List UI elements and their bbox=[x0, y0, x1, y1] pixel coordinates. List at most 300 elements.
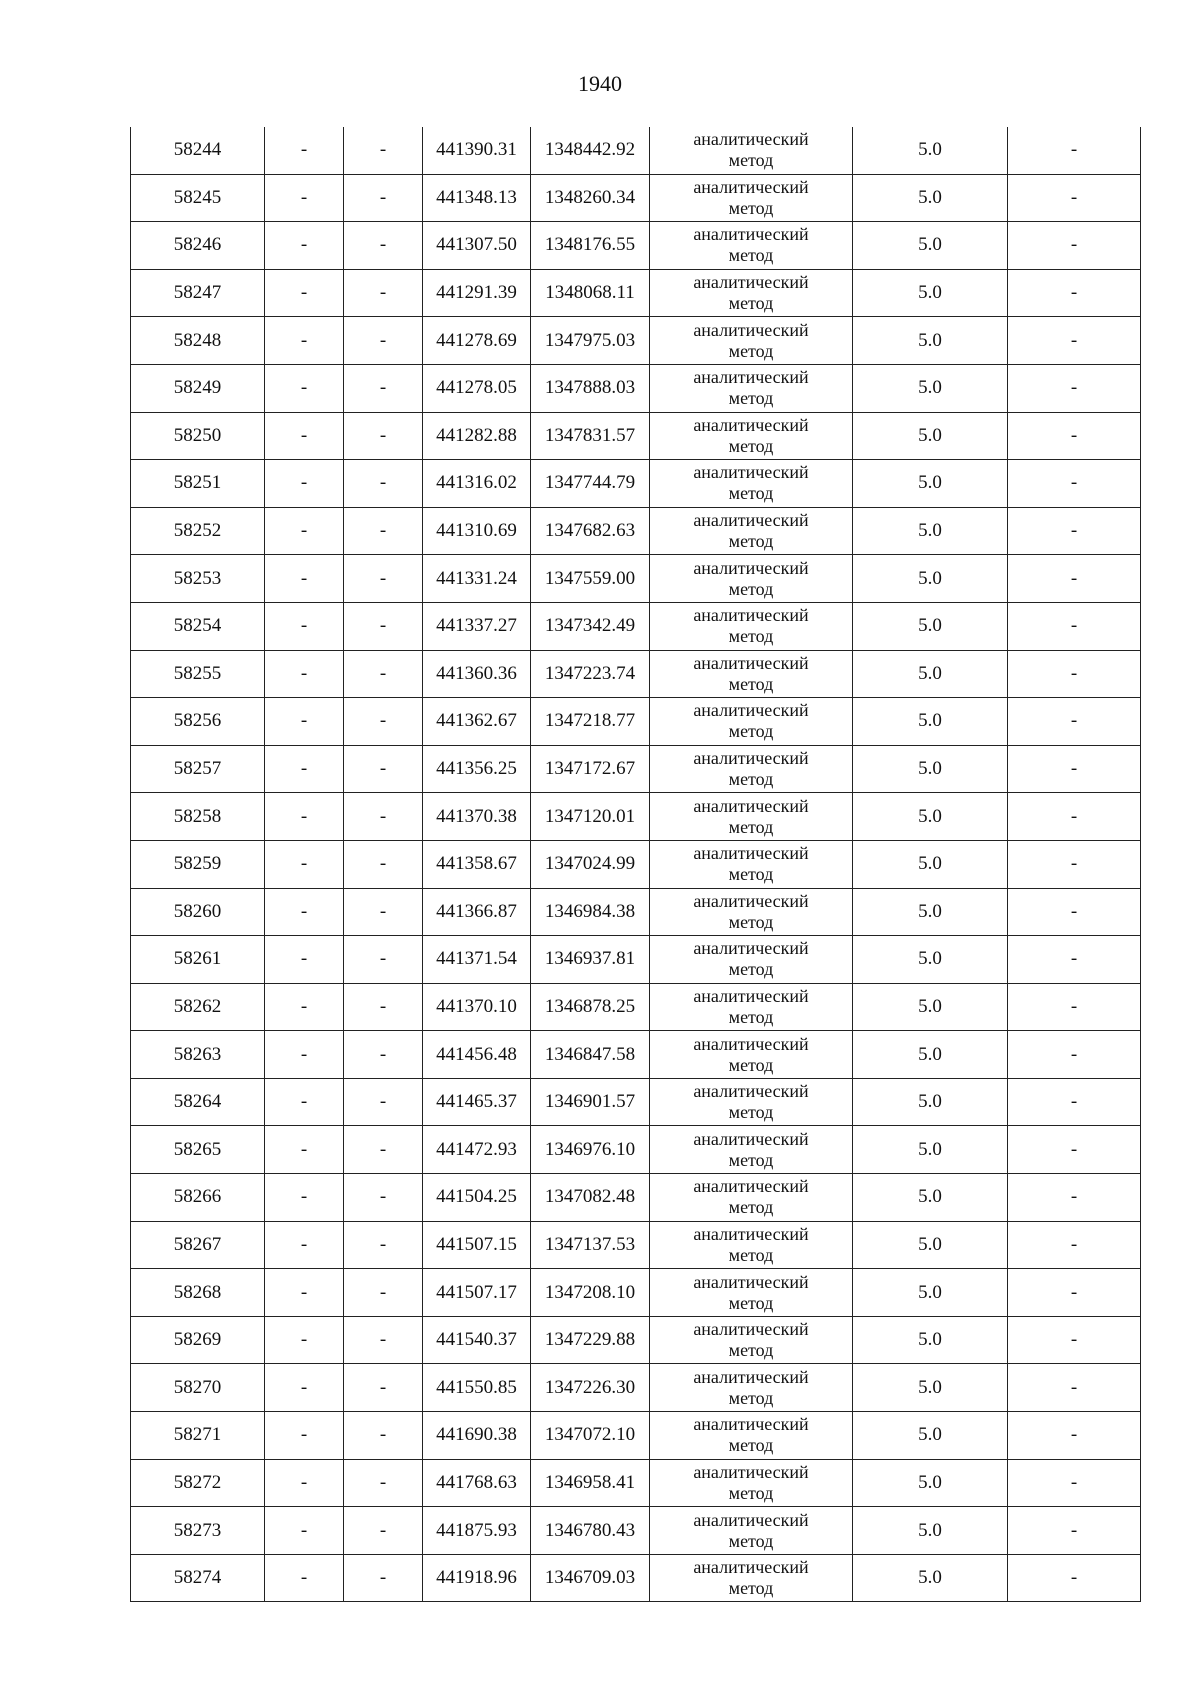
dash-cell: - bbox=[265, 793, 344, 841]
method-line-1: аналитический bbox=[693, 938, 809, 959]
dash-cell: - bbox=[344, 317, 423, 365]
method-cell bbox=[650, 1554, 853, 1602]
accuracy-cell: 5.0 bbox=[853, 1269, 1008, 1317]
coord-y-cell: 1347172.67 bbox=[531, 745, 650, 793]
note-cell: - bbox=[1008, 650, 1141, 698]
coord-y-cell: 1347888.03 bbox=[531, 364, 650, 412]
table-row bbox=[131, 1364, 1141, 1412]
table-row bbox=[131, 127, 1141, 174]
coord-x-cell: 441768.63 bbox=[423, 1459, 531, 1507]
dash-cell: - bbox=[344, 555, 423, 603]
dash-cell: - bbox=[265, 364, 344, 412]
method-line-1: аналитический bbox=[693, 700, 809, 721]
point-number-cell: 58274 bbox=[131, 1554, 265, 1602]
coord-x-cell: 441540.37 bbox=[423, 1316, 531, 1364]
dash-cell: - bbox=[344, 840, 423, 888]
method-line-2: метод bbox=[728, 388, 774, 409]
table-row bbox=[131, 888, 1141, 936]
dash-cell: - bbox=[265, 983, 344, 1031]
coord-y-cell: 1347975.03 bbox=[531, 317, 650, 365]
dash-cell: - bbox=[265, 317, 344, 365]
point-number-cell: 58273 bbox=[131, 1507, 265, 1555]
table-row bbox=[131, 1031, 1141, 1079]
method-line-1: аналитический bbox=[693, 1081, 809, 1102]
point-number-cell: 58253 bbox=[131, 555, 265, 603]
accuracy-cell: 5.0 bbox=[853, 174, 1008, 222]
method-line-1: аналитический bbox=[693, 1319, 809, 1340]
coord-x-cell: 441918.96 bbox=[423, 1554, 531, 1602]
note-cell: - bbox=[1008, 602, 1141, 650]
method-line-2: метод bbox=[728, 1530, 774, 1551]
dash-cell: - bbox=[344, 1364, 423, 1412]
note-cell: - bbox=[1008, 983, 1141, 1031]
method-line-2: метод bbox=[728, 1054, 774, 1075]
coord-y-cell: 1347137.53 bbox=[531, 1221, 650, 1269]
coord-x-cell: 441337.27 bbox=[423, 602, 531, 650]
method-cell bbox=[650, 936, 853, 984]
coord-y-cell: 1348176.55 bbox=[531, 222, 650, 270]
method-line-2: метод bbox=[728, 1197, 774, 1218]
note-cell: - bbox=[1008, 1031, 1141, 1079]
coord-x-cell: 441331.24 bbox=[423, 555, 531, 603]
point-number-cell: 58267 bbox=[131, 1221, 265, 1269]
table-row bbox=[131, 1221, 1141, 1269]
method-cell bbox=[650, 1412, 853, 1460]
dash-cell: - bbox=[344, 983, 423, 1031]
coord-x-cell: 441366.87 bbox=[423, 888, 531, 936]
accuracy-cell: 5.0 bbox=[853, 1507, 1008, 1555]
dash-cell: - bbox=[265, 1412, 344, 1460]
dash-cell: - bbox=[344, 698, 423, 746]
table-row bbox=[131, 840, 1141, 888]
method-line-2: метод bbox=[728, 864, 774, 885]
dash-cell: - bbox=[265, 602, 344, 650]
accuracy-cell: 5.0 bbox=[853, 127, 1008, 174]
method-line-2: метод bbox=[728, 769, 774, 790]
coord-x-cell: 441316.02 bbox=[423, 460, 531, 508]
coord-x-cell: 441310.69 bbox=[423, 507, 531, 555]
coord-x-cell: 441282.88 bbox=[423, 412, 531, 460]
table-row bbox=[131, 1126, 1141, 1174]
dash-cell: - bbox=[344, 1078, 423, 1126]
point-number-cell: 58247 bbox=[131, 269, 265, 317]
method-cell bbox=[650, 1126, 853, 1174]
table-row bbox=[131, 936, 1141, 984]
method-cell bbox=[650, 840, 853, 888]
point-number-cell: 58245 bbox=[131, 174, 265, 222]
coord-y-cell: 1346709.03 bbox=[531, 1554, 650, 1602]
accuracy-cell: 5.0 bbox=[853, 983, 1008, 1031]
point-number-cell: 58250 bbox=[131, 412, 265, 460]
coord-y-cell: 1348068.11 bbox=[531, 269, 650, 317]
method-line-1: аналитический bbox=[693, 557, 809, 578]
note-cell: - bbox=[1008, 1554, 1141, 1602]
coord-y-cell: 1347218.77 bbox=[531, 698, 650, 746]
method-cell bbox=[650, 1221, 853, 1269]
coord-y-cell: 1346958.41 bbox=[531, 1459, 650, 1507]
dash-cell: - bbox=[344, 888, 423, 936]
table-row bbox=[131, 1412, 1141, 1460]
method-line-2: метод bbox=[728, 150, 774, 171]
note-cell: - bbox=[1008, 412, 1141, 460]
coord-y-cell: 1347229.88 bbox=[531, 1316, 650, 1364]
accuracy-cell: 5.0 bbox=[853, 1221, 1008, 1269]
table-row bbox=[131, 1078, 1141, 1126]
point-number-cell: 58271 bbox=[131, 1412, 265, 1460]
coord-y-cell: 1347082.48 bbox=[531, 1174, 650, 1222]
note-cell: - bbox=[1008, 1459, 1141, 1507]
accuracy-cell: 5.0 bbox=[853, 936, 1008, 984]
point-number-cell: 58264 bbox=[131, 1078, 265, 1126]
dash-cell: - bbox=[344, 1412, 423, 1460]
method-line-2: метод bbox=[728, 1244, 774, 1265]
method-line-1: аналитический bbox=[693, 985, 809, 1006]
dash-cell: - bbox=[265, 460, 344, 508]
method-line-1: аналитический bbox=[693, 652, 809, 673]
coord-x-cell: 441690.38 bbox=[423, 1412, 531, 1460]
dash-cell: - bbox=[265, 650, 344, 698]
accuracy-cell: 5.0 bbox=[853, 1316, 1008, 1364]
coord-y-cell: 1347223.74 bbox=[531, 650, 650, 698]
method-line-1: аналитический bbox=[693, 224, 809, 245]
dash-cell: - bbox=[344, 174, 423, 222]
method-cell bbox=[650, 1364, 853, 1412]
coord-y-cell: 1346984.38 bbox=[531, 888, 650, 936]
point-number-cell: 58261 bbox=[131, 936, 265, 984]
dash-cell: - bbox=[265, 1174, 344, 1222]
note-cell: - bbox=[1008, 222, 1141, 270]
accuracy-cell: 5.0 bbox=[853, 602, 1008, 650]
dash-cell: - bbox=[265, 412, 344, 460]
method-line-2: метод bbox=[728, 959, 774, 980]
point-number-cell: 58266 bbox=[131, 1174, 265, 1222]
coord-x-cell: 441362.67 bbox=[423, 698, 531, 746]
table-row bbox=[131, 507, 1141, 555]
method-cell bbox=[650, 888, 853, 936]
dash-cell: - bbox=[265, 555, 344, 603]
point-number-cell: 58248 bbox=[131, 317, 265, 365]
table-row bbox=[131, 793, 1141, 841]
method-cell bbox=[650, 745, 853, 793]
note-cell: - bbox=[1008, 507, 1141, 555]
coord-y-cell: 1347024.99 bbox=[531, 840, 650, 888]
note-cell: - bbox=[1008, 1316, 1141, 1364]
method-line-1: аналитический bbox=[693, 1557, 809, 1578]
method-cell bbox=[650, 317, 853, 365]
method-cell bbox=[650, 1316, 853, 1364]
dash-cell: - bbox=[265, 698, 344, 746]
method-line-2: метод bbox=[728, 1006, 774, 1027]
dash-cell: - bbox=[344, 745, 423, 793]
dash-cell: - bbox=[265, 507, 344, 555]
point-number-cell: 58272 bbox=[131, 1459, 265, 1507]
coord-x-cell: 441291.39 bbox=[423, 269, 531, 317]
coord-x-cell: 441370.10 bbox=[423, 983, 531, 1031]
note-cell: - bbox=[1008, 1507, 1141, 1555]
coord-x-cell: 441360.36 bbox=[423, 650, 531, 698]
coord-y-cell: 1347342.49 bbox=[531, 602, 650, 650]
dash-cell: - bbox=[344, 269, 423, 317]
accuracy-cell: 5.0 bbox=[853, 1126, 1008, 1174]
method-line-2: метод bbox=[728, 1340, 774, 1361]
dash-cell: - bbox=[265, 1031, 344, 1079]
coord-x-cell: 441456.48 bbox=[423, 1031, 531, 1079]
dash-cell: - bbox=[344, 1507, 423, 1555]
coord-x-cell: 441507.15 bbox=[423, 1221, 531, 1269]
table-row bbox=[131, 222, 1141, 270]
accuracy-cell: 5.0 bbox=[853, 793, 1008, 841]
method-cell bbox=[650, 793, 853, 841]
point-number-cell: 58256 bbox=[131, 698, 265, 746]
coord-y-cell: 1348260.34 bbox=[531, 174, 650, 222]
method-cell bbox=[650, 555, 853, 603]
method-line-1: аналитический bbox=[693, 1366, 809, 1387]
coord-y-cell: 1347208.10 bbox=[531, 1269, 650, 1317]
method-line-1: аналитический bbox=[693, 605, 809, 626]
accuracy-cell: 5.0 bbox=[853, 222, 1008, 270]
coord-x-cell: 441507.17 bbox=[423, 1269, 531, 1317]
note-cell: - bbox=[1008, 1174, 1141, 1222]
method-line-1: аналитический bbox=[693, 1271, 809, 1292]
note-cell: - bbox=[1008, 1078, 1141, 1126]
method-line-2: метод bbox=[728, 531, 774, 552]
point-number-cell: 58258 bbox=[131, 793, 265, 841]
method-line-1: аналитический bbox=[693, 319, 809, 340]
coord-y-cell: 1346780.43 bbox=[531, 1507, 650, 1555]
method-line-2: метод bbox=[728, 197, 774, 218]
table-row bbox=[131, 555, 1141, 603]
dash-cell: - bbox=[344, 127, 423, 174]
coord-y-cell: 1346901.57 bbox=[531, 1078, 650, 1126]
accuracy-cell: 5.0 bbox=[853, 412, 1008, 460]
dash-cell: - bbox=[344, 1174, 423, 1222]
dash-cell: - bbox=[265, 1364, 344, 1412]
dash-cell: - bbox=[344, 507, 423, 555]
dash-cell: - bbox=[344, 602, 423, 650]
coord-x-cell: 441348.13 bbox=[423, 174, 531, 222]
method-line-2: метод bbox=[728, 816, 774, 837]
coord-y-cell: 1346847.58 bbox=[531, 1031, 650, 1079]
dash-cell: - bbox=[265, 1078, 344, 1126]
dash-cell: - bbox=[265, 1459, 344, 1507]
method-cell bbox=[650, 174, 853, 222]
note-cell: - bbox=[1008, 1269, 1141, 1317]
method-line-2: метод bbox=[728, 721, 774, 742]
dash-cell: - bbox=[344, 364, 423, 412]
coord-x-cell: 441307.50 bbox=[423, 222, 531, 270]
method-cell bbox=[650, 1031, 853, 1079]
table-row bbox=[131, 698, 1141, 746]
accuracy-cell: 5.0 bbox=[853, 507, 1008, 555]
accuracy-cell: 5.0 bbox=[853, 269, 1008, 317]
coord-y-cell: 1347682.63 bbox=[531, 507, 650, 555]
coord-y-cell: 1346937.81 bbox=[531, 936, 650, 984]
dash-cell: - bbox=[344, 650, 423, 698]
method-line-1: аналитический bbox=[693, 1461, 809, 1482]
method-line-1: аналитический bbox=[693, 414, 809, 435]
coord-x-cell: 441875.93 bbox=[423, 1507, 531, 1555]
method-line-2: метод bbox=[728, 1435, 774, 1456]
note-cell: - bbox=[1008, 840, 1141, 888]
coord-x-cell: 441550.85 bbox=[423, 1364, 531, 1412]
method-line-1: аналитический bbox=[693, 1223, 809, 1244]
method-line-2: метод bbox=[728, 1482, 774, 1503]
dash-cell: - bbox=[344, 1031, 423, 1079]
table-row bbox=[131, 602, 1141, 650]
page-number: 1940 bbox=[578, 71, 622, 96]
method-cell bbox=[650, 650, 853, 698]
accuracy-cell: 5.0 bbox=[853, 1459, 1008, 1507]
method-cell bbox=[650, 364, 853, 412]
coord-x-cell: 441390.31 bbox=[423, 127, 531, 174]
coord-x-cell: 441504.25 bbox=[423, 1174, 531, 1222]
table-row bbox=[131, 412, 1141, 460]
dash-cell: - bbox=[265, 936, 344, 984]
method-cell bbox=[650, 1459, 853, 1507]
method-cell bbox=[650, 412, 853, 460]
dash-cell: - bbox=[265, 1221, 344, 1269]
method-line-2: метод bbox=[728, 340, 774, 361]
method-line-2: метод bbox=[728, 673, 774, 694]
coord-y-cell: 1347226.30 bbox=[531, 1364, 650, 1412]
point-number-cell: 58270 bbox=[131, 1364, 265, 1412]
dash-cell: - bbox=[265, 174, 344, 222]
accuracy-cell: 5.0 bbox=[853, 1364, 1008, 1412]
note-cell: - bbox=[1008, 1412, 1141, 1460]
dash-cell: - bbox=[344, 1554, 423, 1602]
note-cell: - bbox=[1008, 1221, 1141, 1269]
coord-y-cell: 1347744.79 bbox=[531, 460, 650, 508]
point-number-cell: 58244 bbox=[131, 127, 265, 174]
dash-cell: - bbox=[344, 1316, 423, 1364]
coord-x-cell: 441358.67 bbox=[423, 840, 531, 888]
dash-cell: - bbox=[344, 412, 423, 460]
method-line-1: аналитический bbox=[693, 748, 809, 769]
method-cell bbox=[650, 602, 853, 650]
note-cell: - bbox=[1008, 174, 1141, 222]
method-line-2: метод bbox=[728, 483, 774, 504]
accuracy-cell: 5.0 bbox=[853, 460, 1008, 508]
method-cell bbox=[650, 1269, 853, 1317]
coord-x-cell: 441465.37 bbox=[423, 1078, 531, 1126]
dash-cell: - bbox=[344, 936, 423, 984]
method-cell bbox=[650, 460, 853, 508]
dash-cell: - bbox=[265, 269, 344, 317]
table-row bbox=[131, 983, 1141, 1031]
note-cell: - bbox=[1008, 460, 1141, 508]
table-row bbox=[131, 1507, 1141, 1555]
coord-x-cell: 441370.38 bbox=[423, 793, 531, 841]
accuracy-cell: 5.0 bbox=[853, 698, 1008, 746]
point-number-cell: 58268 bbox=[131, 1269, 265, 1317]
method-line-2: метод bbox=[728, 1578, 774, 1599]
note-cell: - bbox=[1008, 127, 1141, 174]
table-row bbox=[131, 1459, 1141, 1507]
table-row bbox=[131, 1316, 1141, 1364]
point-number-cell: 58260 bbox=[131, 888, 265, 936]
note-cell: - bbox=[1008, 269, 1141, 317]
coord-y-cell: 1347559.00 bbox=[531, 555, 650, 603]
method-line-2: метод bbox=[728, 293, 774, 314]
accuracy-cell: 5.0 bbox=[853, 1412, 1008, 1460]
method-cell bbox=[650, 1078, 853, 1126]
point-number-cell: 58257 bbox=[131, 745, 265, 793]
point-number-cell: 58254 bbox=[131, 602, 265, 650]
point-number-cell: 58259 bbox=[131, 840, 265, 888]
coordinates-table bbox=[130, 127, 1141, 1602]
accuracy-cell: 5.0 bbox=[853, 840, 1008, 888]
coord-y-cell: 1347831.57 bbox=[531, 412, 650, 460]
point-number-cell: 58255 bbox=[131, 650, 265, 698]
method-line-1: аналитический bbox=[693, 510, 809, 531]
method-line-1: аналитический bbox=[693, 176, 809, 197]
dash-cell: - bbox=[265, 840, 344, 888]
method-line-2: метод bbox=[728, 578, 774, 599]
table-row bbox=[131, 1269, 1141, 1317]
method-line-1: аналитический bbox=[693, 795, 809, 816]
dash-cell: - bbox=[265, 1126, 344, 1174]
point-number-cell: 58262 bbox=[131, 983, 265, 1031]
method-line-1: аналитический bbox=[693, 1128, 809, 1149]
note-cell: - bbox=[1008, 793, 1141, 841]
method-cell bbox=[650, 269, 853, 317]
table-row bbox=[131, 745, 1141, 793]
dash-cell: - bbox=[344, 460, 423, 508]
dash-cell: - bbox=[265, 1269, 344, 1317]
point-number-cell: 58265 bbox=[131, 1126, 265, 1174]
point-number-cell: 58246 bbox=[131, 222, 265, 270]
method-line-2: метод bbox=[728, 1149, 774, 1170]
accuracy-cell: 5.0 bbox=[853, 1031, 1008, 1079]
dash-cell: - bbox=[344, 1269, 423, 1317]
method-line-1: аналитический bbox=[693, 462, 809, 483]
note-cell: - bbox=[1008, 1126, 1141, 1174]
table-row bbox=[131, 174, 1141, 222]
dash-cell: - bbox=[265, 1316, 344, 1364]
method-line-2: метод bbox=[728, 1292, 774, 1313]
accuracy-cell: 5.0 bbox=[853, 364, 1008, 412]
method-line-1: аналитический bbox=[693, 1176, 809, 1197]
coord-y-cell: 1348442.92 bbox=[531, 127, 650, 174]
coord-x-cell: 441371.54 bbox=[423, 936, 531, 984]
point-number-cell: 58269 bbox=[131, 1316, 265, 1364]
note-cell: - bbox=[1008, 888, 1141, 936]
note-cell: - bbox=[1008, 1364, 1141, 1412]
table-row bbox=[131, 364, 1141, 412]
table-row bbox=[131, 269, 1141, 317]
method-line-2: метод bbox=[728, 1387, 774, 1408]
method-line-2: метод bbox=[728, 435, 774, 456]
point-number-cell: 58249 bbox=[131, 364, 265, 412]
coord-y-cell: 1346976.10 bbox=[531, 1126, 650, 1174]
method-line-1: аналитический bbox=[693, 843, 809, 864]
method-cell bbox=[650, 222, 853, 270]
accuracy-cell: 5.0 bbox=[853, 555, 1008, 603]
dash-cell: - bbox=[344, 793, 423, 841]
method-line-2: метод bbox=[728, 911, 774, 932]
method-cell bbox=[650, 1507, 853, 1555]
accuracy-cell: 5.0 bbox=[853, 317, 1008, 365]
table-body bbox=[131, 127, 1141, 1602]
method-line-2: метод bbox=[728, 1102, 774, 1123]
coord-y-cell: 1347072.10 bbox=[531, 1412, 650, 1460]
method-line-2: метод bbox=[728, 626, 774, 647]
note-cell: - bbox=[1008, 745, 1141, 793]
dash-cell: - bbox=[265, 745, 344, 793]
coord-x-cell: 441356.25 bbox=[423, 745, 531, 793]
dash-cell: - bbox=[265, 222, 344, 270]
point-number-cell: 58263 bbox=[131, 1031, 265, 1079]
